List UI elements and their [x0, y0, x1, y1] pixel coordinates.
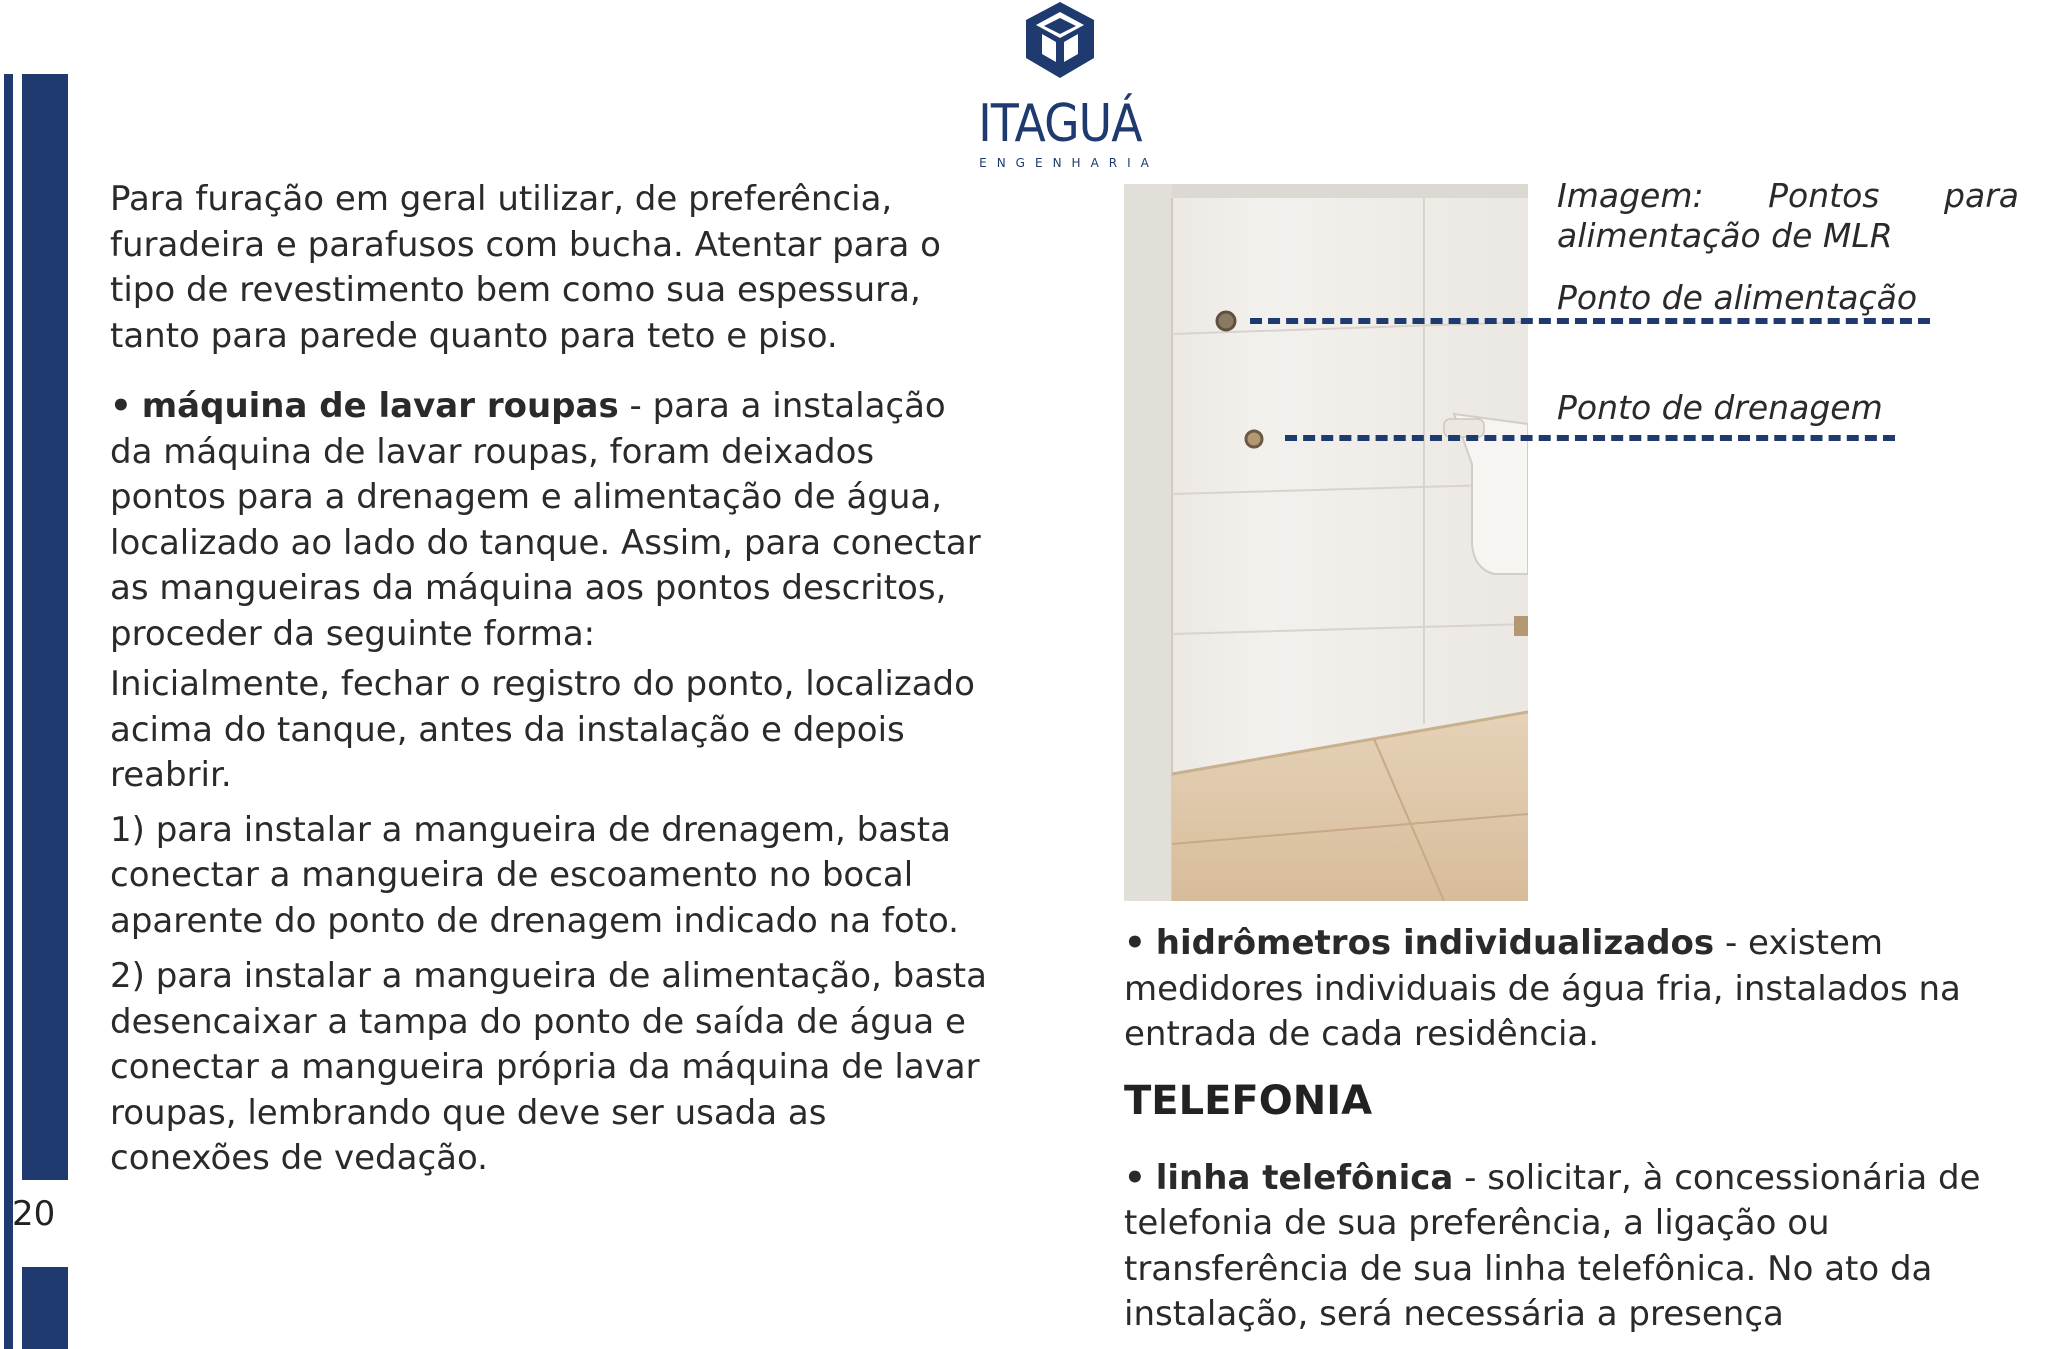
photo-laundry-water-points [1124, 184, 1528, 901]
item-title-maquina: máquina de lavar roupas [141, 386, 619, 426]
label-ponto-drenagem: Ponto de drenagem [1557, 388, 1883, 427]
label-ponto-alimentacao: Ponto de alimentação [1557, 278, 1918, 317]
left-text-column [110, 177, 990, 1182]
bullet-item-hidrometros [1124, 921, 2024, 1058]
decorative-side-bar-bottom [22, 1267, 68, 1349]
bullet-icon: • [110, 386, 132, 426]
paragraph-passo-1: 1) para instalar a mangueira de drenagem, basta conectar a mangueira de escoamento no bocal aparente do ponto de drenagem indicado na foto. [110, 809, 959, 941]
bullet-icon: • [1124, 923, 1146, 963]
item-text-linha-telefonica: - solicitar, à concessionária de telefonia de sua preferência, a ligação ou transferência de sua linha telefônica. No ato da instalação, será necessária a presença [1124, 1157, 1981, 1334]
section-heading-telefonia: TELEFONIA [1124, 1077, 1373, 1124]
page-number: 20 [12, 1194, 56, 1234]
logo-wordmark: ITAGUÁ [978, 94, 1142, 154]
decorative-side-bar-thin [4, 74, 13, 1349]
right-text-column [1124, 921, 2024, 1338]
pointer-line-alimentacao [1250, 318, 1930, 324]
item-text-hidrometros: - existem medidores individuais de água fria, instalados na entrada de cada residência. [1124, 923, 1961, 1054]
paragraph-furacao: Para furação em geral utilizar, de preferência, furadeira e parafusos com bucha. Atentar para o tipo de revestimento bem como sua espessura, tanto para parede quanto para teto e piso. [110, 179, 941, 356]
pointer-line-drenagem [1285, 435, 1895, 441]
paragraph-passo-2: 2) para instalar a mangueira de alimentação, basta desencaixar a tampa do ponto de saída de água e conectar a mangueira própria da máquina de lavar roupas, lembrando que deve ser usada as conexões de vedação. [110, 956, 987, 1178]
item-title-linha-telefonica: linha telefônica [1155, 1157, 1454, 1198]
bullet-icon: • [1124, 1157, 1146, 1198]
photo-illustration [1124, 184, 1528, 901]
bullet-item-maquina [110, 384, 990, 657]
figure-caption: Imagem: Pontos para alimentação de MLR [1557, 176, 2019, 255]
itagua-logo-icon [1020, 0, 1100, 80]
item-title-hidrometros: hidrômetros individualizados [1155, 923, 1715, 963]
paragraph-inicialmente: Inicialmente, fechar o registro do ponto, localizado acima do tanque, antes da instalação e depois reabrir. [110, 664, 975, 795]
bullet-item-linha-telefonica [1124, 1156, 2024, 1338]
logo-subtitle: ENGENHARIA [979, 156, 1159, 170]
company-logo [960, 0, 1160, 180]
decorative-side-bar [22, 74, 68, 1180]
item-text-maquina: - para a instalação da máquina de lavar roupas, foram deixados pontos para a drenagem e alimentação de água, localizado ao lado do tanque. Assim, para conectar as mangueiras da máquina aos pontos descritos, proceder da seguinte forma: [110, 386, 981, 654]
